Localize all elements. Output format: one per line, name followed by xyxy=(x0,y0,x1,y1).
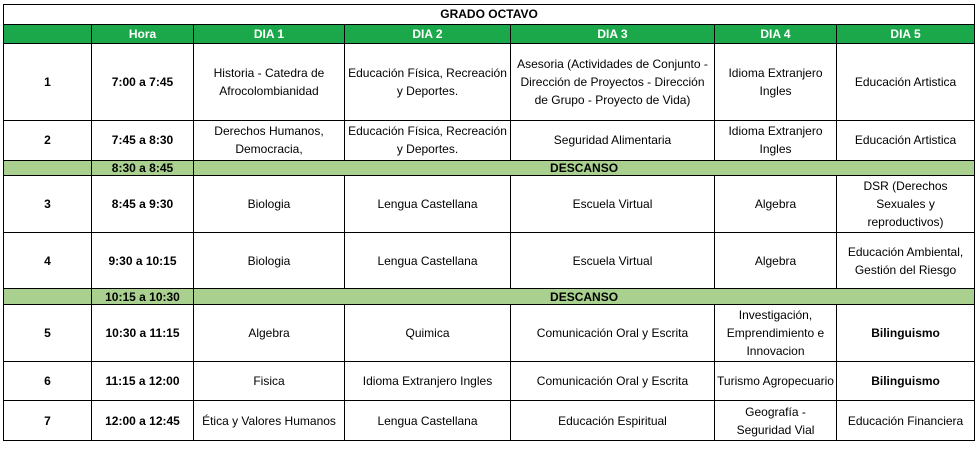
period-number: 4 xyxy=(4,233,92,289)
subject-cell: Educación Física, Recreación y Deportes. xyxy=(345,44,511,121)
subject-cell: Escuela Virtual xyxy=(511,233,715,289)
class-row xyxy=(4,176,975,233)
period-time: 7:00 a 7:45 xyxy=(92,44,194,121)
subject-cell: Seguridad Alimentaria xyxy=(511,121,715,160)
subject-cell: Historia - Catedra de Afrocolombianidad xyxy=(194,44,345,121)
break-time: 10:15 a 10:30 xyxy=(92,289,194,305)
class-row xyxy=(4,362,975,401)
period-time: 8:45 a 9:30 xyxy=(92,176,194,233)
subject-cell: Bilinguismo xyxy=(837,304,975,361)
period-number: 6 xyxy=(4,362,92,401)
break-row xyxy=(4,160,975,176)
subject-cell: Algebra xyxy=(194,304,345,361)
subject-cell: Idioma Extranjero Ingles xyxy=(345,362,511,401)
subject-cell: Comunicación Oral y Escrita xyxy=(511,362,715,401)
subject-cell: Escuela Virtual xyxy=(511,176,715,233)
subject-cell: DSR (Derechos Sexuales y reproductivos) xyxy=(837,176,975,233)
class-row xyxy=(4,401,975,441)
class-row xyxy=(4,304,975,361)
period-number: 7 xyxy=(4,401,92,441)
break-label: DESCANSO xyxy=(194,289,975,305)
subject-cell: Algebra xyxy=(715,176,837,233)
subject-cell: Educación Artistica xyxy=(837,121,975,160)
subject-cell: Educación Espiritual xyxy=(511,401,715,441)
break-empty-cell xyxy=(4,160,92,176)
subject-cell: Fisica xyxy=(194,362,345,401)
class-row xyxy=(4,233,975,289)
schedule-table xyxy=(3,4,975,441)
header-cell xyxy=(4,24,92,44)
period-number: 1 xyxy=(4,44,92,121)
subject-cell: Lengua Castellana xyxy=(345,233,511,289)
period-number: 2 xyxy=(4,121,92,160)
break-label: DESCANSO xyxy=(194,160,975,176)
period-number: 5 xyxy=(4,304,92,361)
header-cell: DIA 2 xyxy=(345,24,511,44)
schedule-title: GRADO OCTAVO xyxy=(4,5,975,25)
subject-cell: Educación Ambiental, Gestión del Riesgo xyxy=(837,233,975,289)
subject-cell: Biologia xyxy=(194,233,345,289)
subject-cell: Comunicación Oral y Escrita xyxy=(511,304,715,361)
period-time: 12:00 a 12:45 xyxy=(92,401,194,441)
subject-cell: Turismo Agropecuario xyxy=(715,362,837,401)
subject-cell: Algebra xyxy=(715,233,837,289)
header-cell: DIA 3 xyxy=(511,24,715,44)
subject-cell: Investigación, Emprendimiento e Innovacion xyxy=(715,304,837,361)
period-time: 7:45 a 8:30 xyxy=(92,121,194,160)
subject-cell: Quimica xyxy=(345,304,511,361)
subject-cell: Idioma Extranjero Ingles xyxy=(715,121,837,160)
subject-cell: Idioma Extranjero Ingles xyxy=(715,44,837,121)
subject-cell: Educación Financiera xyxy=(837,401,975,441)
header-row xyxy=(4,24,975,44)
break-row xyxy=(4,289,975,305)
header-cell: DIA 5 xyxy=(837,24,975,44)
class-row xyxy=(4,121,975,160)
subject-cell: Educación Física, Recreación y Deportes. xyxy=(345,121,511,160)
subject-cell: Biologia xyxy=(194,176,345,233)
subject-cell: Bilinguismo xyxy=(837,362,975,401)
break-empty-cell xyxy=(4,289,92,305)
period-time: 9:30 a 10:15 xyxy=(92,233,194,289)
subject-cell: Derechos Humanos, Democracia, xyxy=(194,121,345,160)
subject-cell: Lengua Castellana xyxy=(345,176,511,233)
period-time: 10:30 a 11:15 xyxy=(92,304,194,361)
subject-cell: Geografía - Seguridad Vial xyxy=(715,401,837,441)
subject-cell: Lengua Castellana xyxy=(345,401,511,441)
subject-cell: Asesoria (Actividades de Conjunto - Dirección de Proyectos - Dirección de Grupo - Proyecto de Vida) xyxy=(511,44,715,121)
period-time: 11:15 a 12:00 xyxy=(92,362,194,401)
header-cell: Hora xyxy=(92,24,194,44)
break-time: 8:30 a 8:45 xyxy=(92,160,194,176)
header-cell: DIA 4 xyxy=(715,24,837,44)
header-cell: DIA 1 xyxy=(194,24,345,44)
period-number: 3 xyxy=(4,176,92,233)
class-row xyxy=(4,44,975,121)
subject-cell: Ética y Valores Humanos xyxy=(194,401,345,441)
subject-cell: Educación Artistica xyxy=(837,44,975,121)
